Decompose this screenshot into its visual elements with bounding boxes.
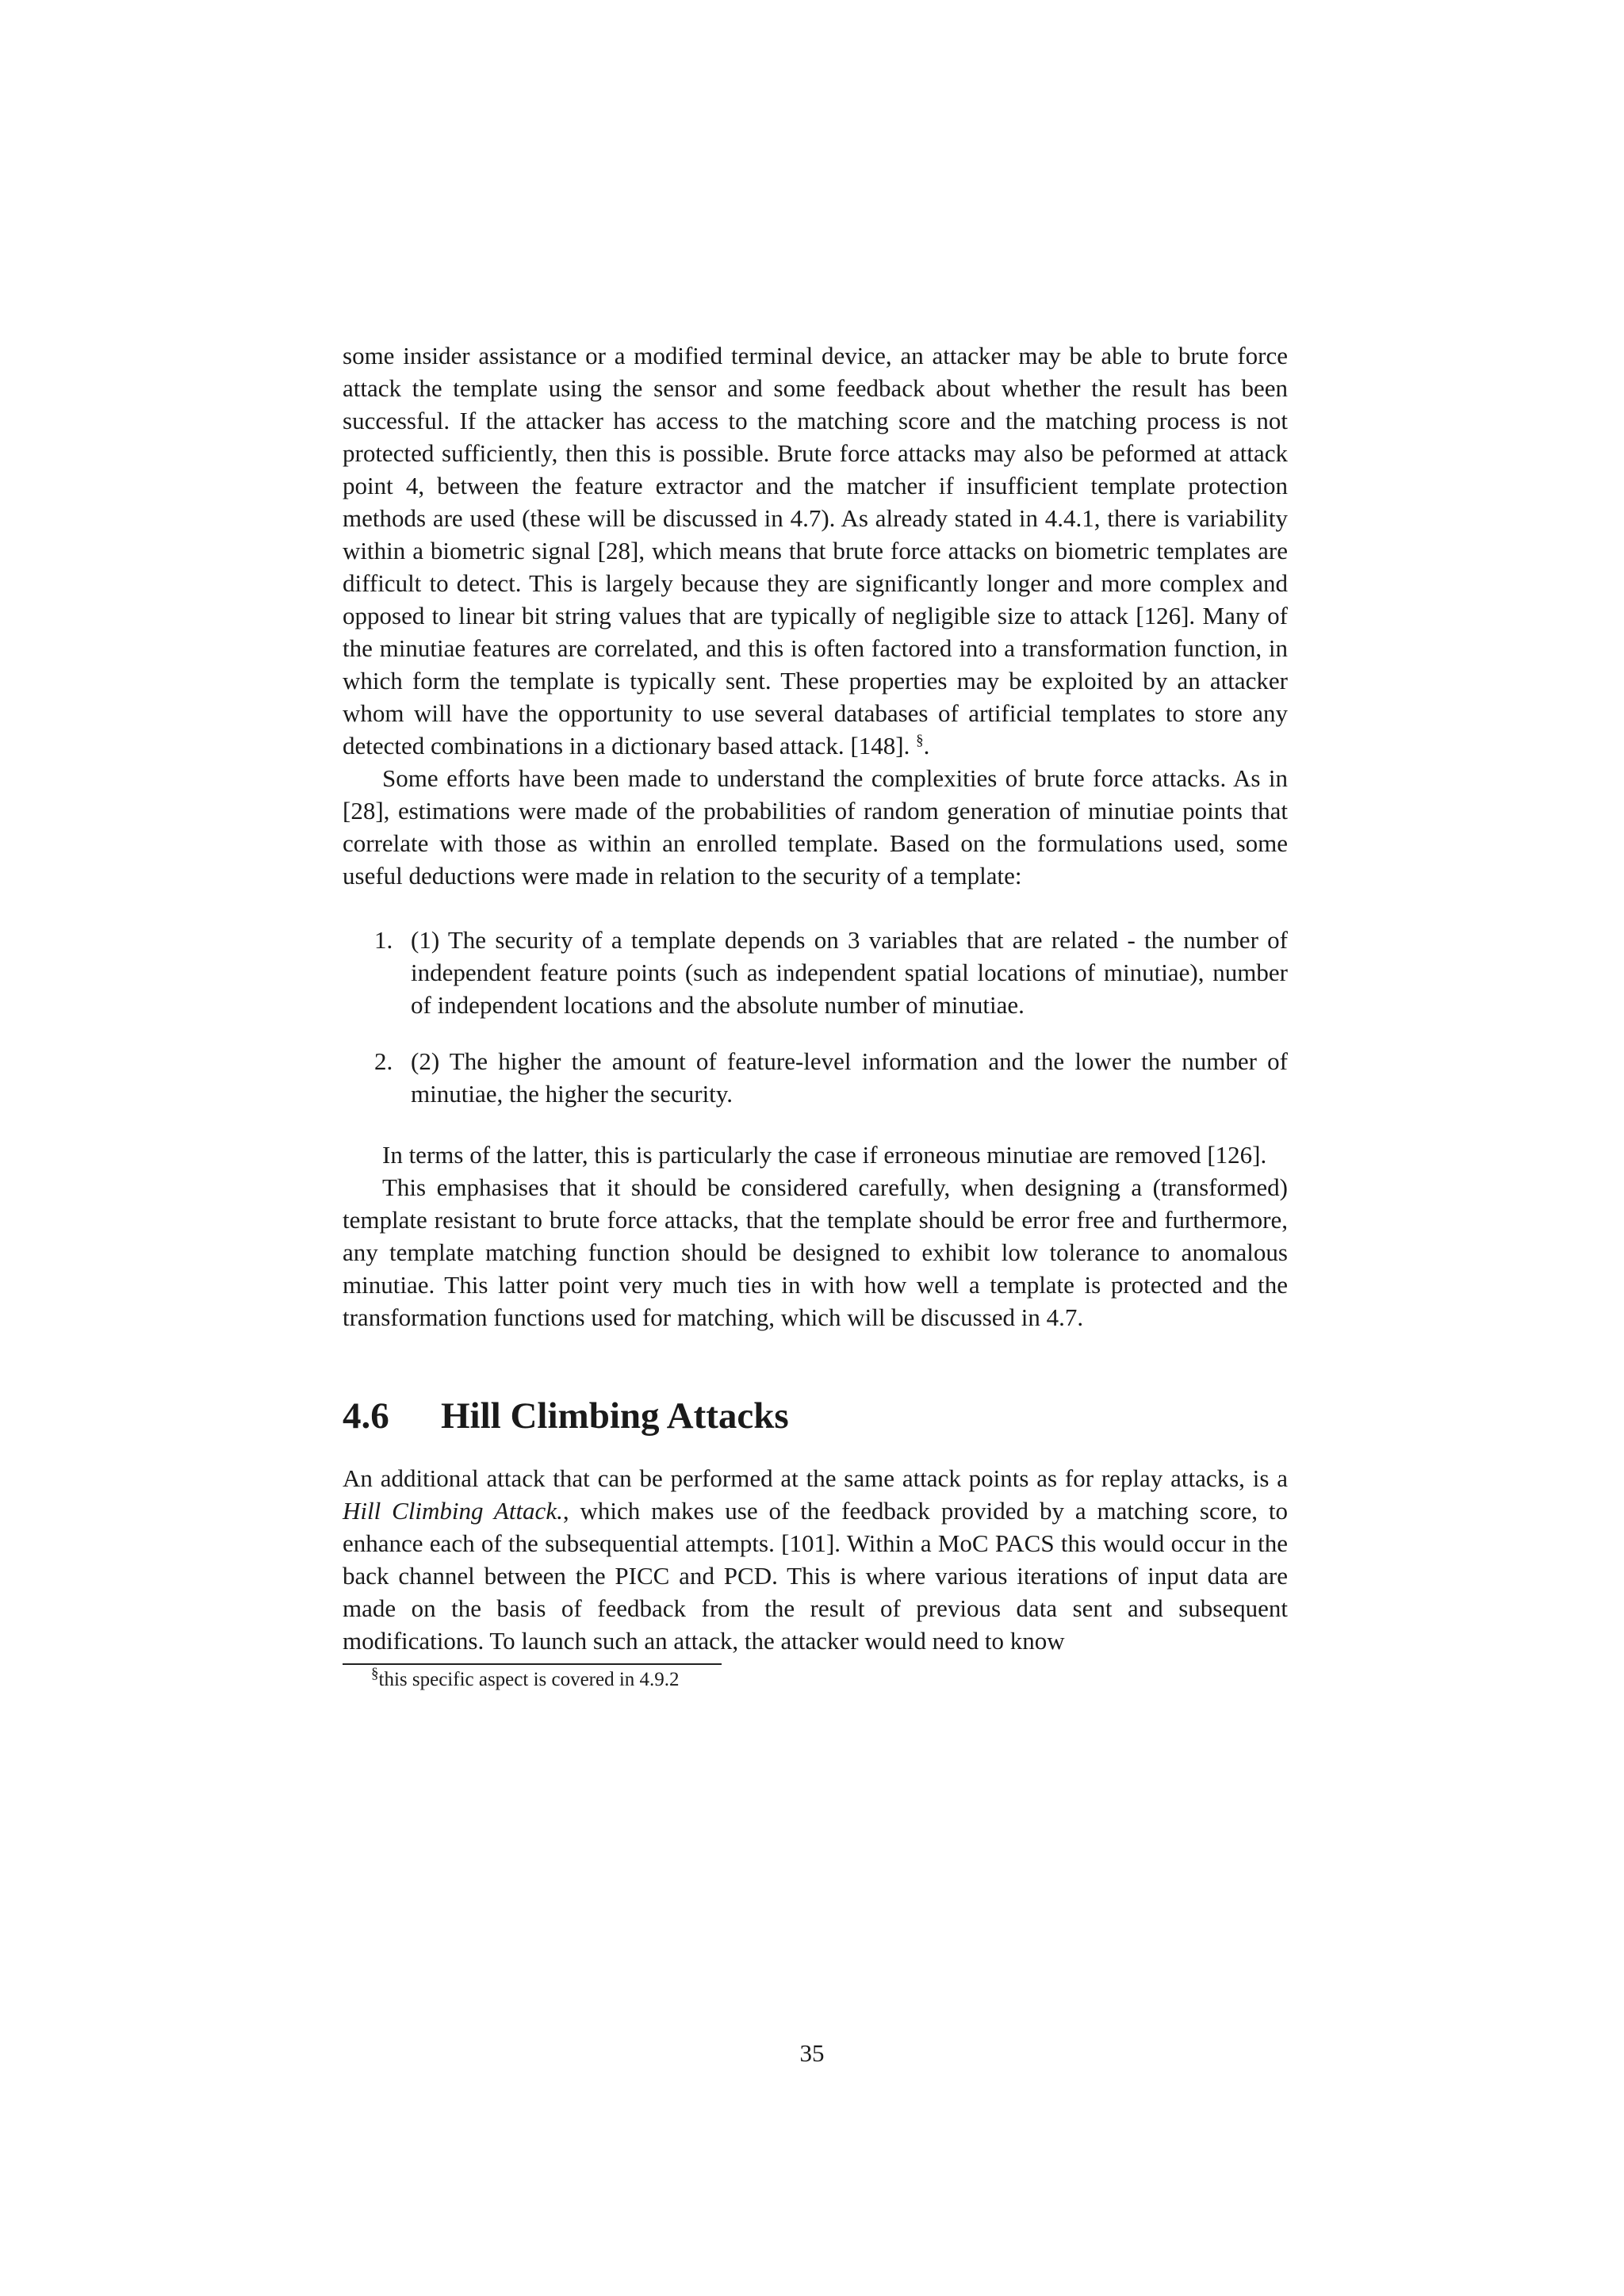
paragraph-emphasises: This emphasises that it should be considered carefully, when designing a (transformed) template resistant to brute force attacks, that the template should be error free and furthermore, any template matching function should be designed to exhibit low tolerance to anomalous minutiae. This latter point very much ties in with how well a template is protected and the transformation functions used for matching, which will be discussed in 4.7. (343, 1173, 1288, 1331)
paragraph-brute-force-continued (343, 339, 1288, 762)
list-item (343, 1045, 1288, 1110)
deductions-list (343, 924, 1288, 1110)
page-number: 35 (799, 2039, 825, 2067)
list-item-number: 1. (374, 926, 393, 954)
footnote-reference-mark: § (916, 732, 924, 749)
list-item-number: 2. (374, 1047, 393, 1075)
footnote-text: this specific aspect is covered in 4.9.2 (378, 1669, 680, 1690)
emphasized-term: Hill Climbing Attack. (343, 1497, 563, 1525)
list-item-text: (2) The higher the amount of feature-level information and the lower the number of minutiae, the higher the security. (411, 1047, 1288, 1108)
footnote (343, 1667, 1288, 1693)
paragraph-text: some insider assistance or a modified terminal device, an attacker may be able to brute force attack the template using the sensor and some feedback about whether the result has been successful. If the attacker has access to the matching score and the matching process is not protected sufficiently, then this is possible. Brute force attacks may also be peformed at attack point 4, between the feature extractor and the matcher if insufficient template protection methods are used (these will be discussed in 4.7). As already stated in 4.4.1, there is variability within a biometric signal [28], which means that brute force attacks on biometric templates are difficult to detect. This is largely because they are significantly longer and more complex and opposed to linear bit string values that are typically of negligible size to attack [126]. Many of the minutiae features are correlated, and this is often factored into a transformation function, in which form the template is typically sent. These properties may be exploited by an attacker whom will have the opportunity to use several databases of artificial templates to store any detected combinations in a dictionary based attack. [148]. (343, 342, 1288, 760)
list-item-text: (1) The security of a template depends on 3 variables that are related - the number of independent feature points (such as independent spatial locations of minutiae), number of independent locations and the absolute number of minutiae. (411, 926, 1288, 1019)
paragraph-complexities: Some efforts have been made to understand the complexities of brute force attacks. As in [28], estimations were made of the probabilities of random generation of minutiae points that correlate with those as within an enrolled template. Based on the formulations used, some useful deductions were made in relation to the security of a template: (343, 764, 1288, 890)
section-number: 4.6 (343, 1395, 389, 1437)
footnote-divider (343, 1663, 722, 1665)
page-body (343, 339, 1288, 1693)
paragraph-text: , which makes use of the feedback provided by a matching score, to enhance each of the subsequential attempts. [101]. Within a MoC PACS this would occur in the back channel between the PICC and PCD. This is where various iterations of input data are made on the basis of feedback from the result of previous data sent and subsequent modifications. To launch such an attack, the attacker would need to know (343, 1497, 1289, 1655)
section-heading (343, 1394, 1288, 1438)
paragraph-latter: In terms of the latter, this is particularly the case if erroneous minutiae are removed [126]. (382, 1141, 1267, 1169)
section-title: Hill Climbing Attacks (441, 1395, 789, 1437)
footnote-mark: § (371, 1665, 379, 1682)
paragraph-hill-climbing (343, 1462, 1288, 1657)
paragraph-text: An additional attack that can be performed at the same attack points as for replay attacks, is a (343, 1464, 1288, 1492)
list-item (343, 924, 1288, 1021)
paragraph-text-end: . (923, 732, 930, 760)
